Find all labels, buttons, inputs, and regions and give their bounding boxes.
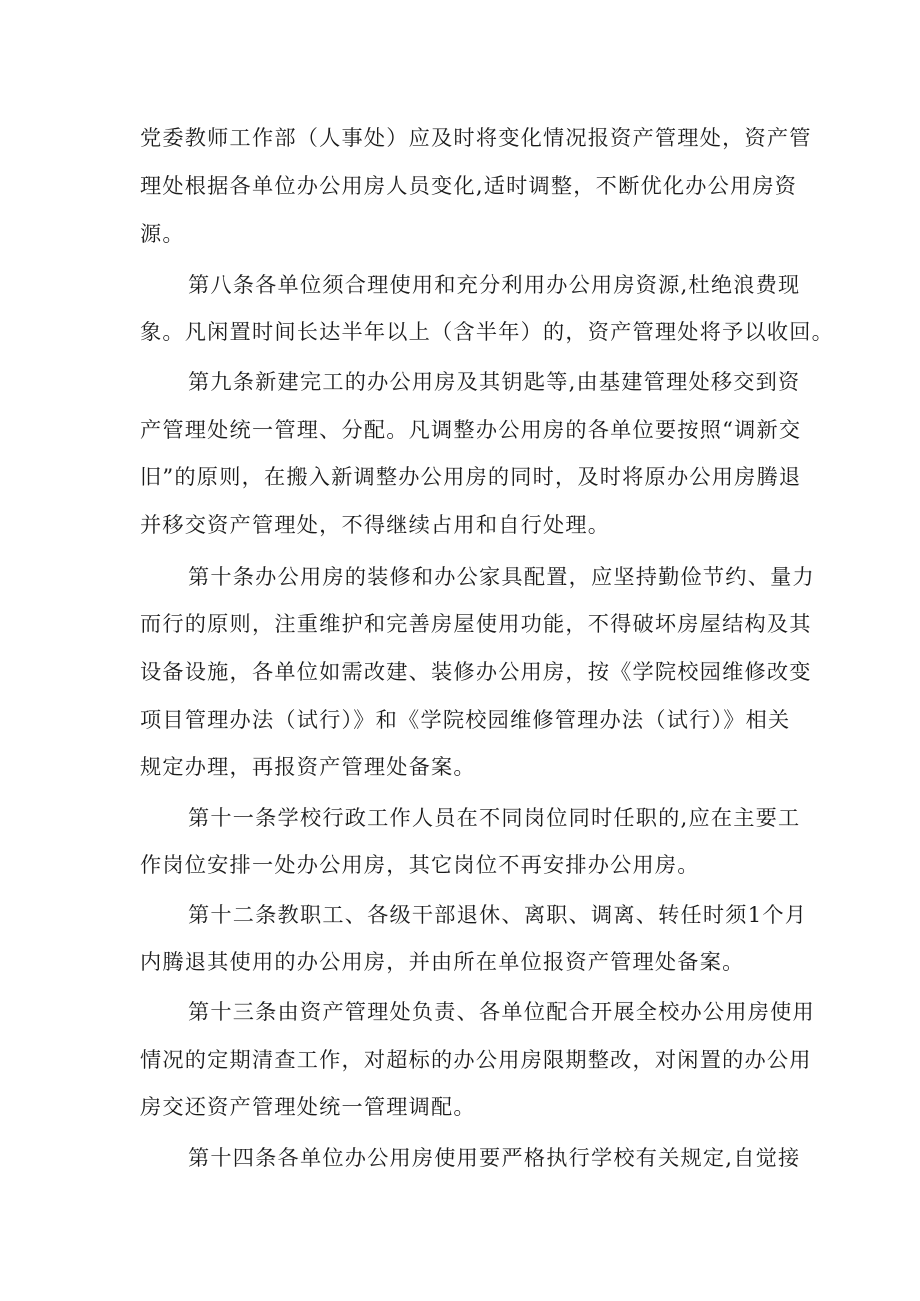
text-line: 产管理处统一管理、分配。凡调整办公用房的各单位要按照“调新交	[140, 417, 802, 442]
text-line: 理处根据各单位办公用房人员变化,适时调整，不断优化办公用房资	[140, 173, 798, 198]
text-line: 第十二条教职工、各级干部退休、离职、调离、转任时须1个月	[188, 902, 808, 927]
text-line: 党委教师工作部（人事处）应及时将变化情况报资产管理处，资产管	[140, 125, 812, 150]
text-line: 第八条各单位须合理使用和充分利用办公用房资源,杜绝浪费现	[188, 272, 801, 297]
text-line: 第十一条学校行政工作人员在不同岗位同时任职的,应在主要工	[188, 805, 801, 830]
text-line: 第十四条各单位办公用房使用要严格执行学校有关规定,自觉接	[188, 1145, 801, 1170]
text-line: 规定办理，再报资产管理处备案。	[140, 754, 476, 779]
text-line: 旧”的原则，在搬入新调整办公用房的同时，及时将原办公用房腾退	[140, 464, 802, 489]
text-line: 第十三条由资产管理处负责、各单位配合开展全校办公用房使用	[188, 999, 815, 1024]
text-line: 而行的原则，注重维护和完善房屋使用功能，不得破坏房屋结构及其	[140, 611, 812, 636]
text-line: 内腾退其使用的办公用房，并由所在单位报资产管理处备案。	[140, 949, 745, 974]
text-line: 设备设施，各单位如需改建、装修办公用房，按《学院校园维修改变	[140, 659, 812, 684]
text-line: 房交还资产管理处统一管理调配。	[140, 1094, 476, 1119]
text-line: 第十条办公用房的装修和办公家具配置，应坚持勤俭节约、量力	[188, 564, 815, 589]
text-line: 象。凡闲置时间长达半年以上（含半年）的，资产管理处将予以收回。	[140, 319, 835, 344]
text-line: 源。	[140, 221, 185, 246]
text-line: 项目管理办法（试行）》和《学院校园维修管理办法（试行）》相关	[140, 707, 791, 732]
text-line: 作岗位安排一处办公用房，其它岗位不再安排办公用房。	[140, 852, 700, 877]
text-line: 情况的定期清查工作，对超标的办公用房限期整改，对闲置的办公用	[140, 1047, 812, 1072]
text-line: 第九条新建完工的办公用房及其钥匙等,由基建管理处移交到资	[188, 369, 801, 394]
text-line: 并移交资产管理处，不得继续占用和自行处理。	[140, 512, 611, 537]
